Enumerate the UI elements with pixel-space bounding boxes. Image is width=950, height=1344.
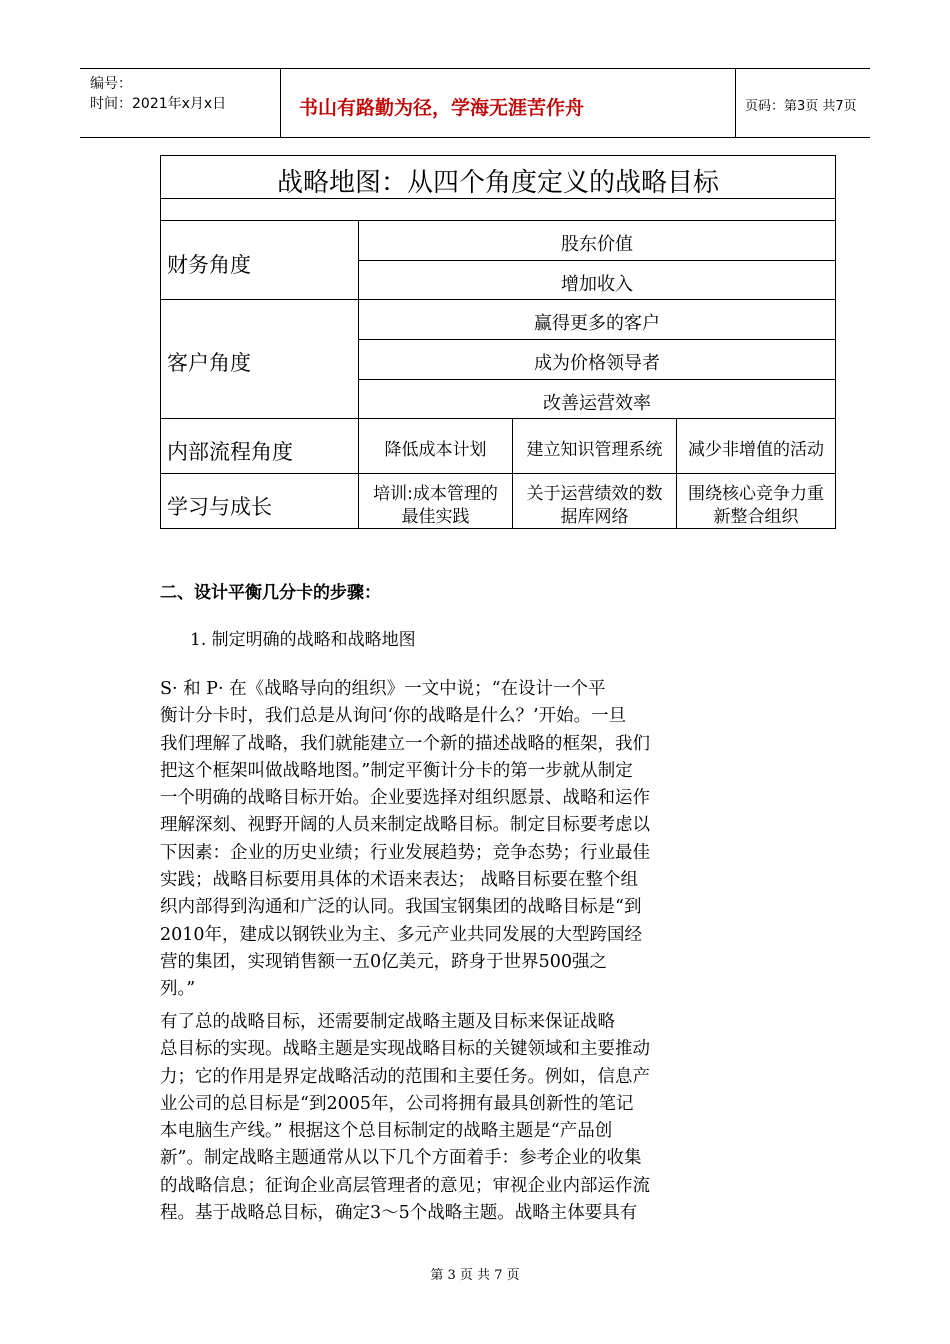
- paragraph-1: [160, 676, 790, 1004]
- map-title: 战略地图：从四个角度定义的战略目标: [276, 168, 719, 198]
- internal-item: 建立知识管理系统: [526, 440, 663, 460]
- paragraph-line: 把这个框架叫做战略地图。”制定平衡计分卡的第一步就从制定: [160, 760, 633, 781]
- internal-item-cell: [676, 418, 836, 474]
- paragraph-line: 理解深刻、视野开阔的人员来制定战略目标。制定目标要考虑以: [160, 815, 650, 836]
- paragraph-line: 营的集团，实现销售额一五0亿美元，跻身于世界500强之: [160, 951, 608, 972]
- customer-item-cell: [358, 299, 836, 340]
- paragraph-line: 2010年，建成以钢铁业为主、多元产业共同发展的大型跨国经: [160, 924, 643, 945]
- internal-item: 降低成本计划: [384, 440, 487, 460]
- paragraph-line: S· 和 P· 在《战略导向的组织》一文中说；“在设计一个平: [160, 679, 606, 699]
- internal-label-cell: [160, 418, 359, 474]
- paragraph-line: 程。基于战略总目标，确定3～5个战略主题。战略主体要具有: [160, 1203, 638, 1224]
- paragraph-line: 衡计分卡时，我们总是从询问‘你的战略是什么？’开始。一旦: [160, 706, 627, 727]
- paragraph-line: 总目标的实现。战略主题是实现战略目标的关键领域和主要推动: [160, 1039, 650, 1060]
- learning-item-line: 围绕核心竞争力重: [688, 484, 824, 504]
- header-page-cell: [735, 69, 870, 137]
- paragraph-line: 实践；战略目标要用具体的术语来表达； 战略目标要在整个组: [160, 870, 639, 891]
- customer-label: 客户角度: [167, 351, 251, 375]
- paragraph-2: [160, 1009, 790, 1227]
- page-footer: 第 3 页 共 7 页: [430, 1268, 520, 1283]
- strategy-map-table: [160, 155, 836, 529]
- learning-item-line: 最佳实践: [401, 507, 470, 527]
- section-subheading: 1. 制定明确的战略和战略地图: [190, 630, 416, 650]
- paragraph-line: 力；它的作用是界定战略活动的范围和主要任务。例如，信息产: [160, 1066, 650, 1087]
- paragraph-line: 织内部得到沟通和广泛的认同。我国宝钢集团的战略目标是“到: [160, 897, 642, 918]
- number-label: 编号：: [90, 76, 132, 92]
- paragraph-line: 列。”: [160, 979, 196, 1000]
- paragraph-line: 新”。制定战略主题通常从以下几个方面着手：参考企业的收集: [160, 1148, 642, 1169]
- learning-label-cell: [160, 473, 359, 529]
- learning-item-line: 培训:成本管理的: [373, 484, 498, 504]
- section-heading: 二、设计平衡几分卡的步骤：: [160, 583, 381, 603]
- customer-item-cell: [358, 339, 836, 380]
- internal-label: 内部流程角度: [167, 440, 293, 464]
- paragraph-line: 的战略信息；征询企业高层管理者的意见；审视企业内部运作流: [160, 1175, 650, 1196]
- financial-item-cell: [358, 260, 836, 300]
- financial-item: 股东价值: [561, 234, 633, 255]
- motto: 书山有路勤为径，学海无涯苦作舟: [299, 97, 585, 119]
- header-meta: [80, 69, 280, 137]
- time-label: 时间：2021年x月x日: [90, 96, 227, 112]
- learning-label: 学习与成长: [167, 495, 272, 519]
- paragraph-line: 一个明确的战略目标开始。企业要选择对组织愿景、战略和运作: [160, 788, 650, 809]
- customer-item-cell: [358, 379, 836, 419]
- map-blank-row: [160, 198, 836, 221]
- financial-item-cell: [358, 220, 836, 261]
- financial-label: 财务角度: [167, 253, 251, 277]
- paragraph-line: 我们理解了战略，我们就能建立一个新的描述战略的框架，我们: [160, 733, 650, 754]
- financial-label-cell: [160, 220, 359, 300]
- internal-item-cell: [358, 418, 513, 474]
- internal-item-cell: [512, 418, 677, 474]
- learning-item-line: 关于运营绩效的数: [526, 484, 663, 504]
- page-number-label: 页码：第3页 共7页: [745, 99, 857, 114]
- customer-item: 改善运营效率: [543, 393, 651, 414]
- learning-item-line: 据库网络: [560, 507, 629, 527]
- customer-item: 成为价格领导者: [534, 353, 660, 374]
- learning-item-cell: [358, 473, 513, 529]
- customer-item: 赢得更多的客户: [534, 313, 660, 334]
- customer-label-cell: [160, 299, 359, 419]
- learning-item-cell: [676, 473, 836, 529]
- financial-item: 增加收入: [561, 274, 633, 295]
- learning-item-cell: [512, 473, 677, 529]
- paragraph-line: 下因素：企业的历史业绩；行业发展趋势；竞争态势；行业最佳: [160, 842, 650, 863]
- learning-item-line: 新整合组织: [713, 507, 799, 527]
- map-title-cell: [160, 155, 836, 199]
- page-header: [80, 68, 870, 138]
- header-motto-cell: [280, 69, 736, 137]
- paragraph-line: 业公司的总目标是“到2005年，公司将拥有最具创新性的笔记: [160, 1093, 634, 1114]
- paragraph-line: 有了总的战略目标，还需要制定战略主题及目标来保证战略: [160, 1012, 615, 1032]
- internal-item: 减少非增值的活动: [688, 440, 824, 460]
- paragraph-line: 本电脑生产线。” 根据这个总目标制定的战略主题是“产品创: [160, 1121, 613, 1142]
